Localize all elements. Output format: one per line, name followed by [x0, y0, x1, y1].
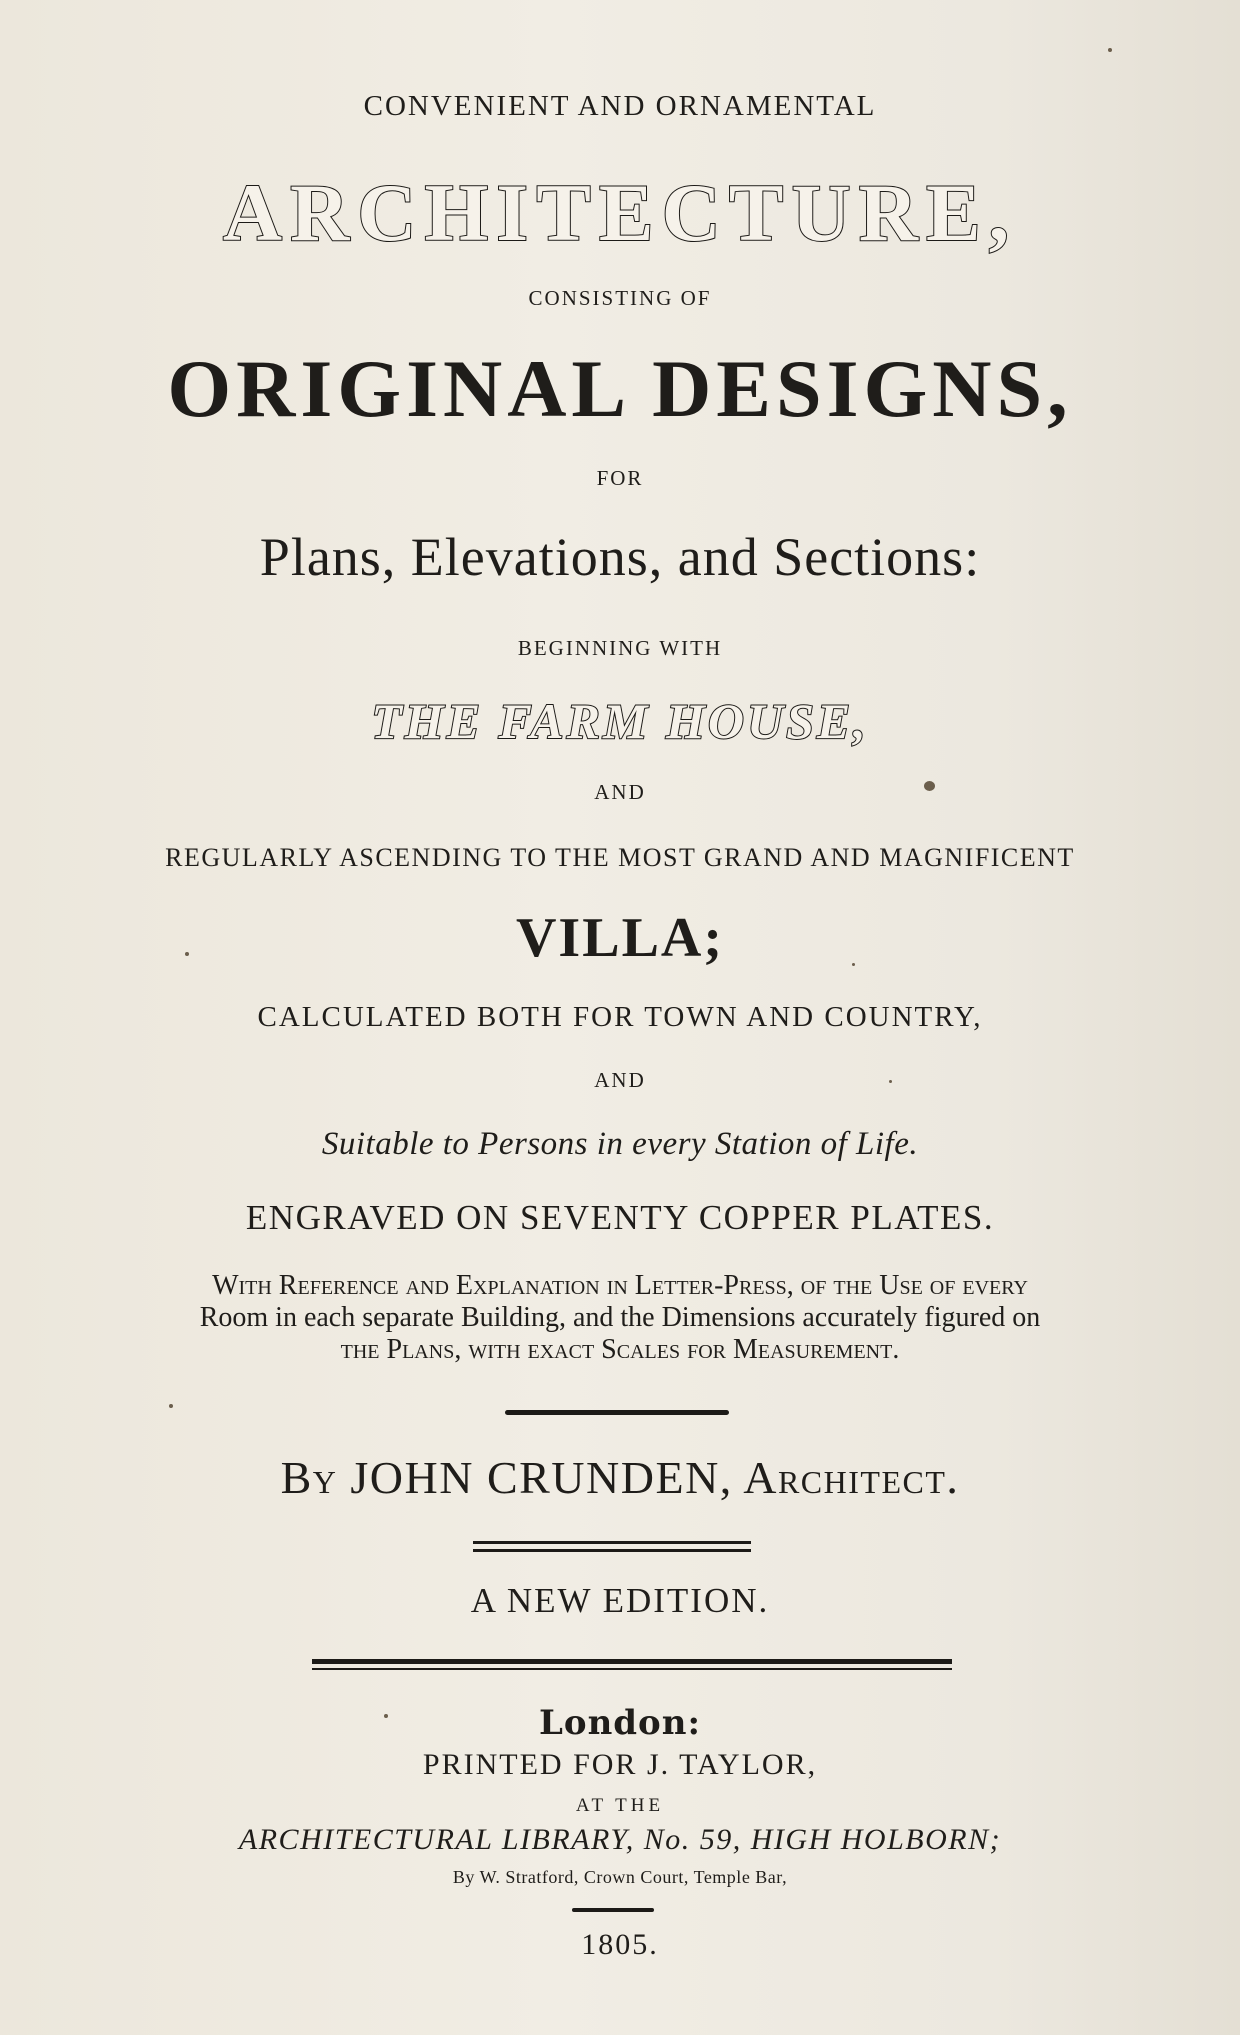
for-label: FOR: [596, 466, 644, 490]
imprint-library-address: ARCHITECTURAL LIBRARY, No. 59, HIGH HOLBORN;: [238, 1823, 1002, 1856]
subtitle-plans-elevations-sections: Plans, Elevations, and Sections:: [259, 527, 981, 587]
title-villa: VILLA;: [515, 907, 725, 969]
consisting-of-label: CONSISTING OF: [528, 286, 712, 310]
calculated-town-country: CALCULATED BOTH FOR TOWN AND COUNTRY,: [257, 1001, 983, 1033]
foxing-speck: [384, 1714, 388, 1718]
double-rule-bottom: [473, 1549, 751, 1552]
imprint-city: London:: [538, 1703, 702, 1743]
and-label-2: AND: [594, 1068, 646, 1092]
author-line: By JOHN CRUNDEN, Architect.: [280, 1452, 960, 1503]
explanation-para-line2: Room in each separate Building, and the Dimensions accurately figured on: [199, 1302, 1041, 1333]
double-rule-top: [473, 1541, 751, 1544]
foxing-speck: [169, 1404, 173, 1408]
and-label-1: AND: [594, 780, 646, 804]
suitable-to-persons-line: Suitable to Persons in every Station of Life.: [321, 1126, 919, 1162]
foxing-speck: [185, 952, 189, 956]
edition-line: A NEW EDITION.: [470, 1581, 770, 1620]
engraved-copper-plates: ENGRAVED ON SEVENTY COPPER PLATES.: [245, 1198, 995, 1237]
long-rule-thin: [312, 1668, 952, 1670]
imprint-printed-for: PRINTED FOR J. TAYLOR,: [422, 1748, 818, 1781]
explanation-para-line3: the Plans, with exact Scales for Measurement.: [340, 1334, 900, 1365]
title-farm-house: THE FARM HOUSE,: [371, 693, 869, 749]
publication-year: 1805.: [581, 1928, 659, 1961]
regularly-ascending-line: REGULARLY ASCENDING TO THE MOST GRAND AND MAGNIFICENT: [165, 843, 1075, 872]
short-rule: [572, 1908, 654, 1912]
explanation-para-line1: With Reference and Explanation in Letter-Press, of the Use of every: [212, 1270, 1028, 1301]
title-original-designs: ORIGINAL DESIGNS,: [167, 343, 1073, 434]
imprint-at-the: AT THE: [575, 1795, 665, 1816]
foxing-speck: [924, 781, 935, 791]
imprint-printer: By W. Stratford, Crown Court, Temple Bar,: [452, 1867, 788, 1887]
foxing-speck: [1108, 48, 1112, 52]
header-convenient-ornamental: CONVENIENT AND ORNAMENTAL: [363, 90, 877, 122]
foxing-speck: [852, 963, 855, 966]
foxing-speck: [889, 1080, 892, 1083]
title-architecture: ARCHITECTURE,: [222, 167, 1018, 258]
long-rule-thick: [312, 1659, 952, 1664]
ornamental-rule-1: [505, 1410, 729, 1415]
beginning-with-label: BEGINNING WITH: [517, 636, 723, 660]
